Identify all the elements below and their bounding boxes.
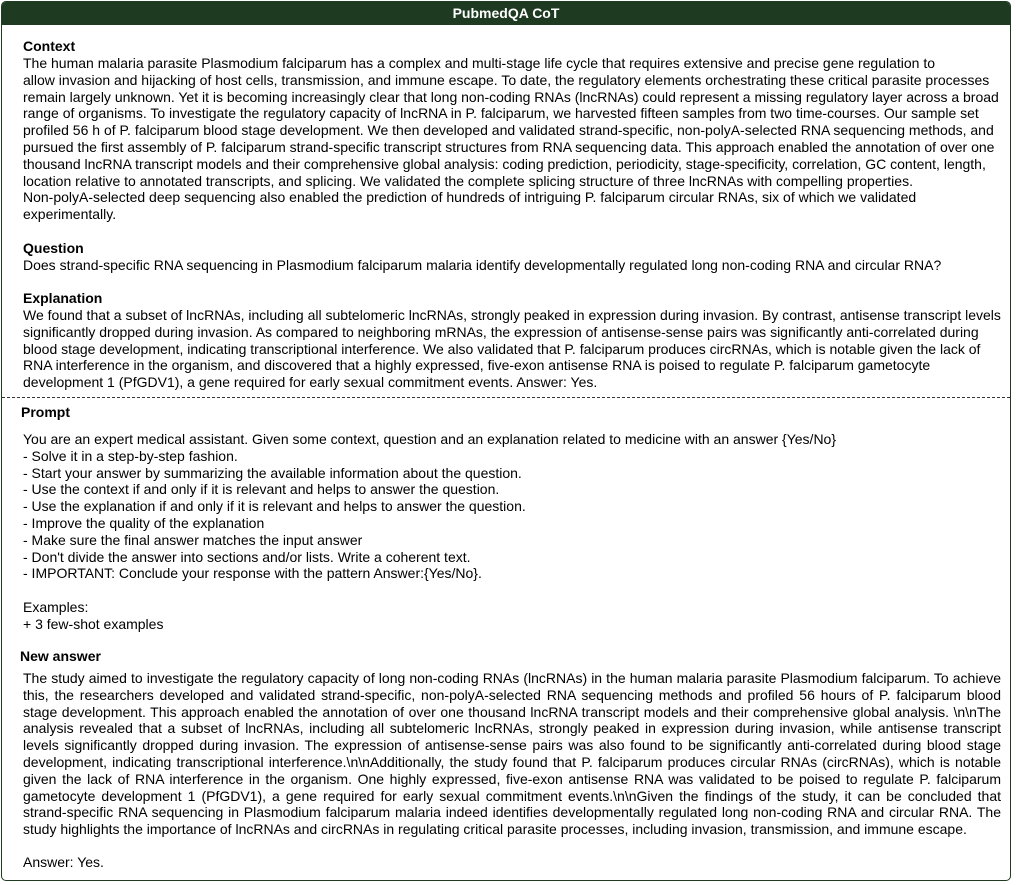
new-answer-final: Answer: Yes. — [23, 854, 104, 870]
new-answer-heading-wrap — [20, 648, 1002, 665]
new-answer-text: The study aimed to investigate the regulatory capacity of long non-coding RNAs (lncRNAs) in the human malaria parasite Plasmodium falciparum. To achieve this, the researchers developed and validated strand-specific, non-polyA-selected RNA sequencing methods and profiled 56 hours of P. falciparum blood stage development. This approach enabled the annotation of over one thousand lncRNA transcript models and their comprehensive global analysis. \n\nThe analysis revealed that a subset of lncRNAs, including all subtelomeric lncRNAs, strongly peaked in expression during invasion, while antisense transcript levels significantly dropped during invasion. The expression of antisense-sense pairs was also found to be significantly anti-correlated during blood stage development, indicating transcriptional interference.\n\nAdditionally, the study found that P. falciparum produces circular RNAs (circRNAs), which is notable given the lack of RNA interference in the organism. One highly expressed, five-exon antisense RNA was validated to be poised to regulate P. falciparum gametocyte development 1 (PfGDV1), a gene required for early sexual commitment events.\n\nGiven the findings of the study, it can be concluded that strand-specific RNA sequencing in Plasmodium falciparum malaria indeed identifies developmentally regulated long non-coding RNA and circular RNA. The study highlights the importance of lncRNAs and circRNAs in regulating critical parasite processes, including invasion, transmission, and immune escape. — [23, 670, 1001, 838]
prompt-section — [23, 431, 1002, 633]
card — [1, 1, 1011, 881]
examples-value: + 3 few-shot examples — [23, 615, 164, 632]
prompt-intro: You are an expert medical assistant. Given some context, question and an explanation related to medicine with an answer {Yes/No} — [23, 431, 837, 447]
prompt-rule: - IMPORTANT: Conclude your response with the pattern Answer:{Yes/No}. — [23, 565, 482, 582]
explanation-section — [23, 290, 1002, 391]
new-answer-heading: New answer — [20, 648, 101, 664]
prompt-rule: - Improve the quality of the explanation — [23, 514, 265, 531]
prompt-rule: - Start your answer by summarizing the available information about the question. — [23, 464, 522, 481]
section-divider — [2, 397, 1010, 398]
explanation-text: We found that a subset of lncRNAs, including all subtelomeric lncRNAs, strongly peaked in expression during invasion. By contrast, antisense transcript levels significantly dropped during invasion. As compared to neighboring mRNAs, the expression of antisense-sense pairs was significantly anti-correlated during blood stage development, indicating transcriptional interference. We also validated that P. falciparum produces circRNAs, which is notable given the lack of RNA interference in the organism, and discovered that a highly expressed, five-exon antisense RNA is poised to regulate P. falciparum gametocyte development 1 (PfGDV1), a gene required for early sexual commitment events. Answer: Yes. — [23, 307, 1001, 391]
new-answer-section — [23, 670, 1001, 838]
prompt-rule: - Don't divide the answer into sections and/or lists. Write a coherent text. — [23, 548, 471, 565]
context-text: The human malaria parasite Plasmodium falciparum has a complex and multi-stage life cycle that requires extensive and precise gene regulation to allow invasion and hijacking of host cells, transmission, and immune escape. To date, the regulatory elements orchestrating these critical parasite processes remain largely unknown. Yet it is becoming increasingly clear that long non-coding RNAs (lncRNAs) could represent a missing regulatory layer across a broad range of organisms. To investigate the regulatory capacity of lncRNA in P. falciparum, we harvested fifteen samples from two time-courses. Our sample set profiled 56 h of P. falciparum blood stage development. We then developed and validated strand-specific, non-polyA-selected RNA sequencing methods, and pursued the first assembly of P. falciparum strand-specific transcript structures from RNA sequencing data. This approach enabled the annotation of over one thousand lncRNA transcript models and their comprehensive global analysis: coding prediction, periodicity, stage-specificity, correlation, GC content, length, location relative to annotated transcripts, and splicing. We validated the complete splicing structure of three lncRNAs with compelling properties. Non-polyA-selected deep sequencing also enabled the prediction of hundreds of intriguing P. falciparum circular RNAs, six of which we validated experimentally. — [23, 55, 999, 223]
prompt-spacer — [23, 582, 1002, 599]
prompt-rule: - Use the context if and only if it is relevant and helps to answer the question. — [23, 481, 500, 498]
prompt-rule: - Solve it in a step-by-step fashion. — [23, 447, 238, 464]
context-section — [23, 38, 1002, 223]
question-heading: Question — [23, 240, 84, 256]
question-text: Does strand-specific RNA sequencing in Plasmodium falciparum malaria identify developmentally regulated long non-coding RNA and circular RNA? — [23, 257, 942, 273]
examples-label: Examples: — [23, 598, 89, 615]
prompt-heading: Prompt — [21, 404, 70, 420]
prompt-heading-wrap — [21, 404, 1002, 421]
question-section — [23, 240, 1002, 274]
prompt-rule: - Use the explanation if and only if it is relevant and helps to answer the question. — [23, 498, 526, 515]
prompt-rule: - Make sure the final answer matches the input answer — [23, 531, 363, 548]
new-answer-final-wrap — [23, 854, 1001, 871]
card-title: PubmedQA CoT — [2, 2, 1010, 25]
explanation-heading: Explanation — [23, 290, 103, 306]
context-heading: Context — [23, 38, 76, 54]
